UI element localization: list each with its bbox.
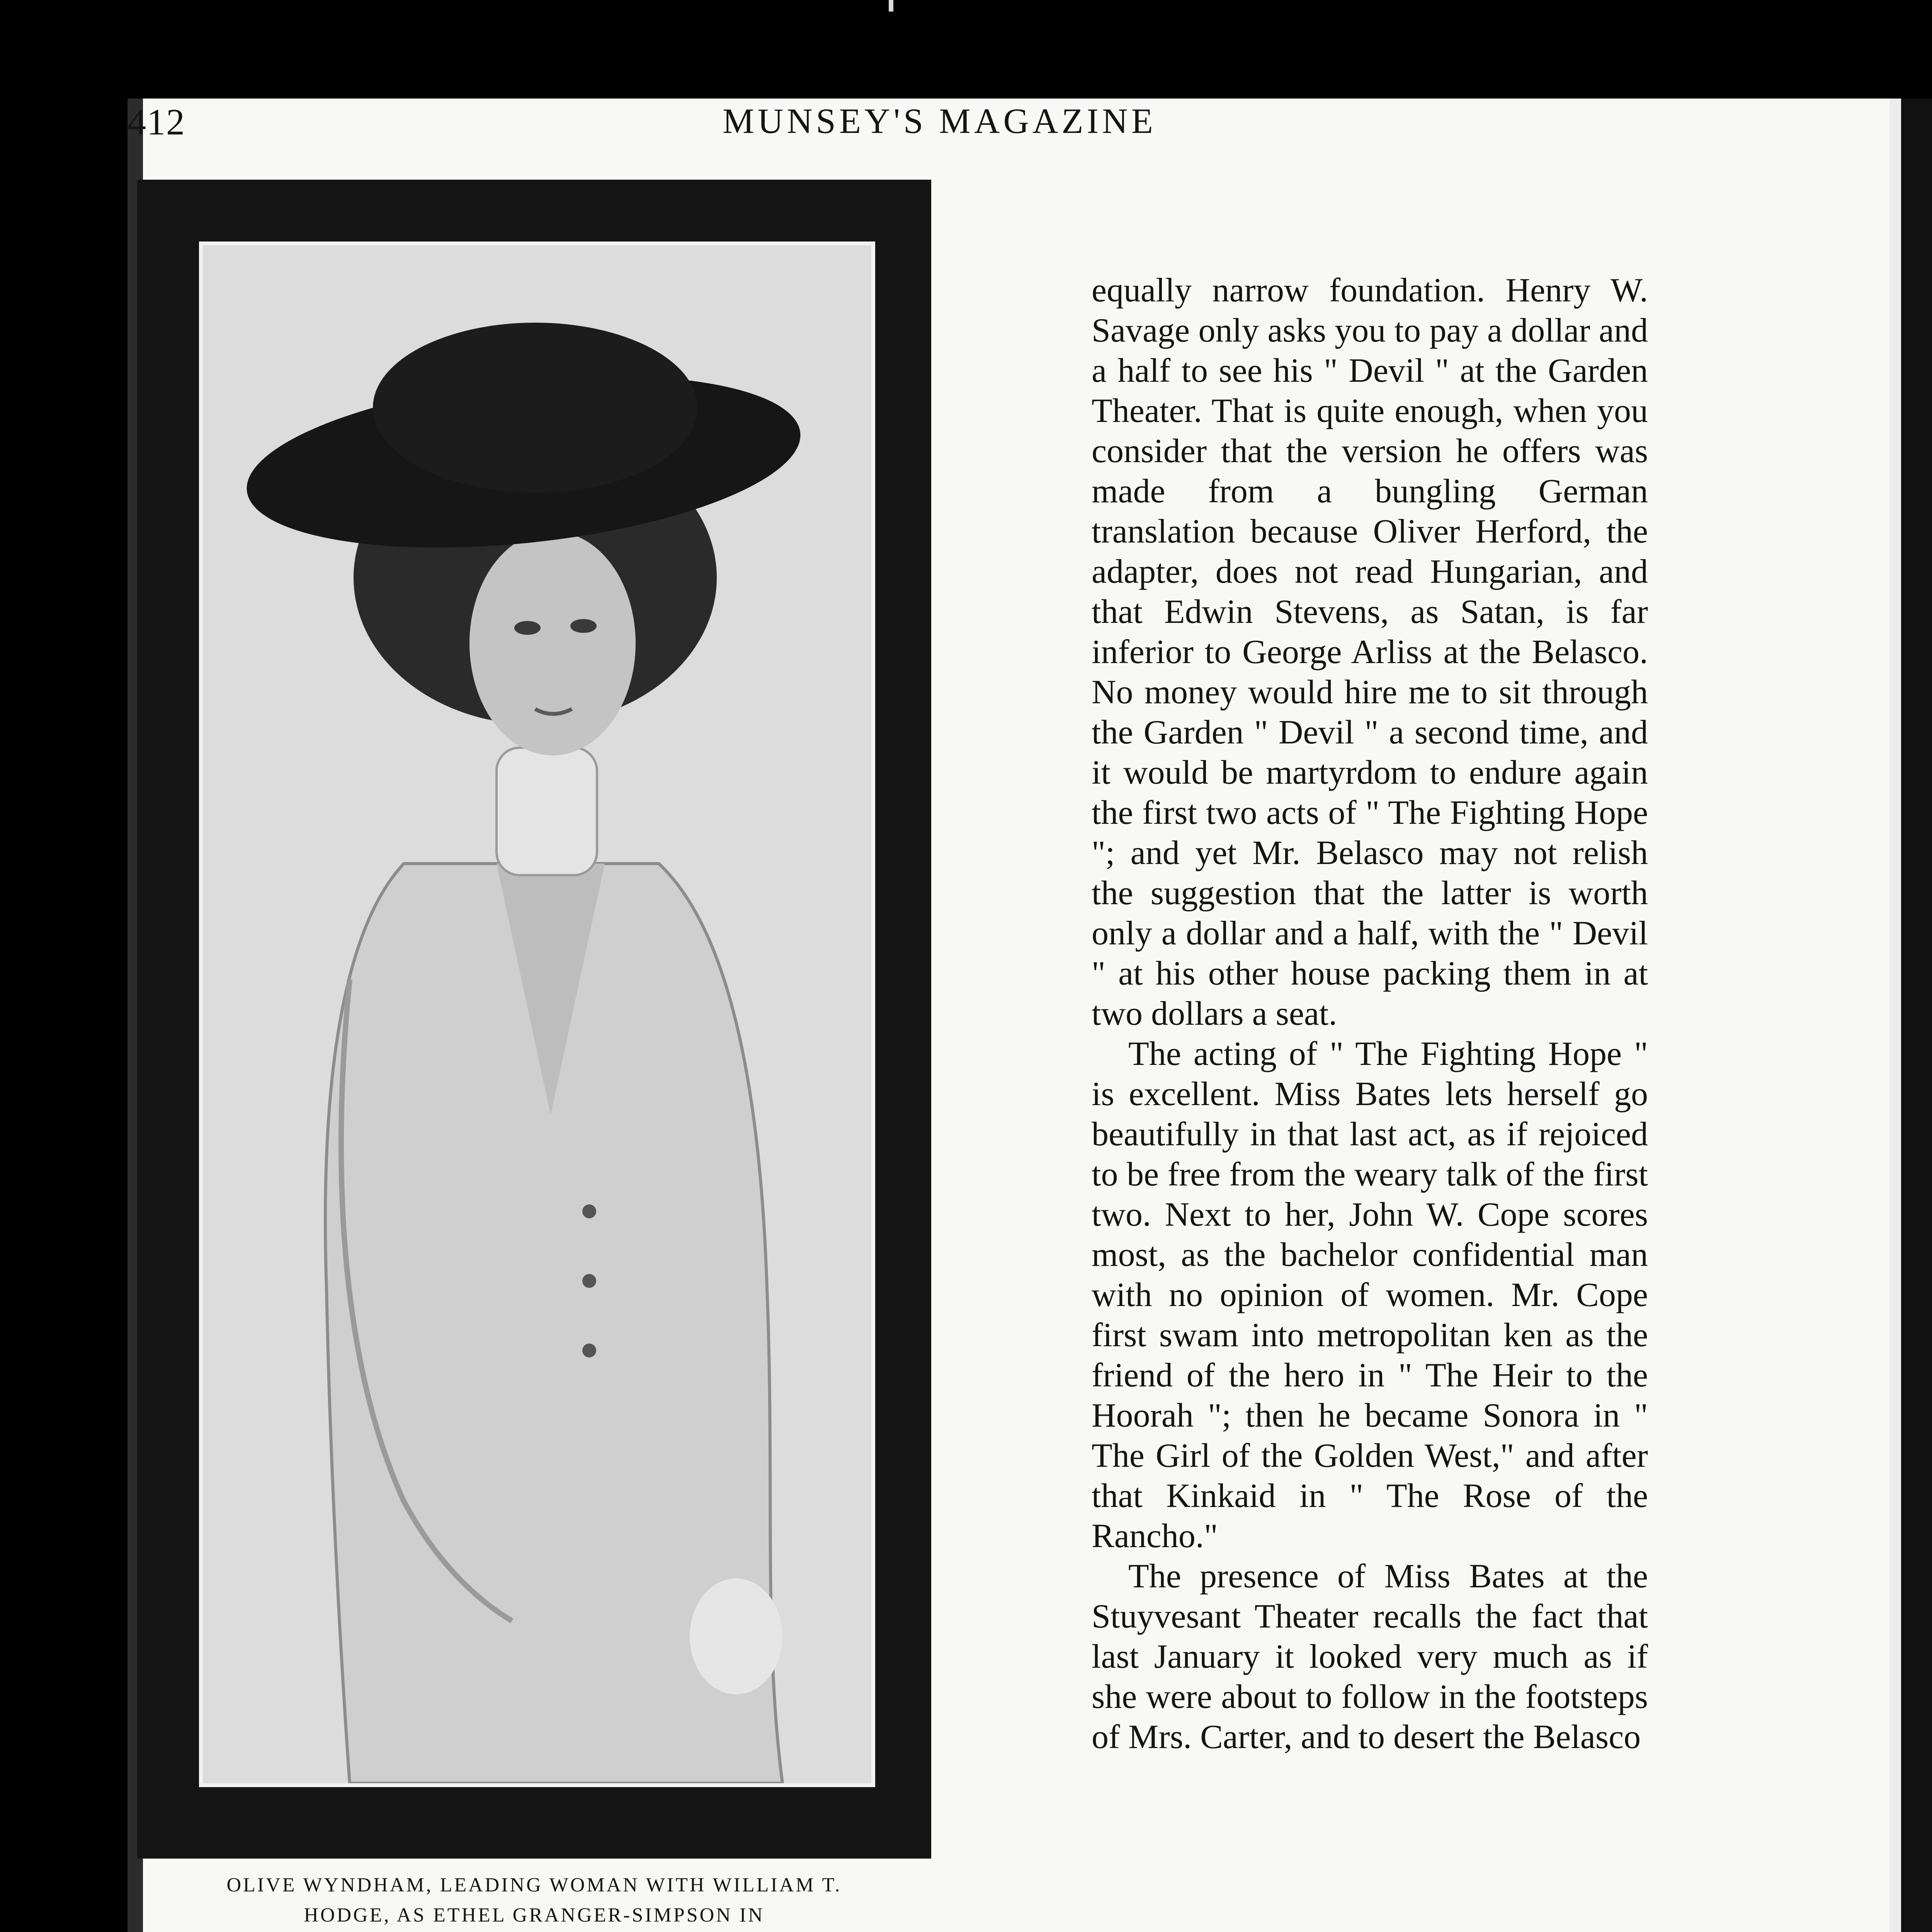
portrait-illustration — [203, 245, 871, 1783]
page-number: 412 — [128, 101, 185, 143]
caption-line — [137, 1930, 931, 1932]
portrait-photo-frame — [137, 180, 931, 1859]
body-paragraph: The presence of Miss Bates at the Stuyvesant Theater recalls the fact that last January it looked very much as if she were about to follow in the footsteps of Mrs. Carter, and to desert the Belasco — [1092, 1558, 1648, 1756]
adjacent-page-edge — [1889, 99, 1932, 1932]
scan-mark — [889, 0, 893, 12]
photo-caption — [137, 1870, 931, 1932]
portrait-photo — [199, 242, 875, 1787]
caption-line: OLIVE WYNDHAM, LEADING WOMAN WITH WILLIAM T. — [226, 1874, 842, 1896]
caption-line: HODGE, AS ETHEL GRANGER-SIMPSON IN — [304, 1904, 765, 1926]
body-paragraph: equally narrow foundation. Henry W. Savage only asks you to pay a dollar and a half to see his " Devil " at the Garden Theater. That is quite enough, when you consider that the version he offers was made from a bungling German translation because Oliver Herford, the adapter, does not read Hungarian, and that Edwin Stevens, as Satan, is far inferior to George Arliss at the Belasco. No money would hire me to sit through the Garden " Devil " a second time, and it would be martyrdom to endure again the first two acts of " The Fighting Hope "; and yet Mr. Belasco may not relish the suggestion that the latter is worth only a dollar and a half, with the " Devil " at his other house packing them in at two dollars a seat. — [1092, 272, 1648, 1032]
body-paragraph: The acting of " The Fighting Hope " is excellent. Miss Bates lets herself go beautifully in that last act, as if rejoiced to be free from the weary talk of the first two. Next to her, John W. Cope scores most, as the bachelor confidential man with no opinion of women. Mr. Cope first swam into metropolitan ken as the friend of the hero in " The Heir to the Hoorah "; then he became Sonora in " The Girl of the Golden West," and after that Kinkaid in " The Rose of the Rancho." — [1092, 1035, 1648, 1555]
right-column-text — [1092, 270, 1648, 1757]
running-head: MUNSEY'S MAGAZINE — [723, 101, 1156, 141]
page-header — [128, 100, 1669, 158]
